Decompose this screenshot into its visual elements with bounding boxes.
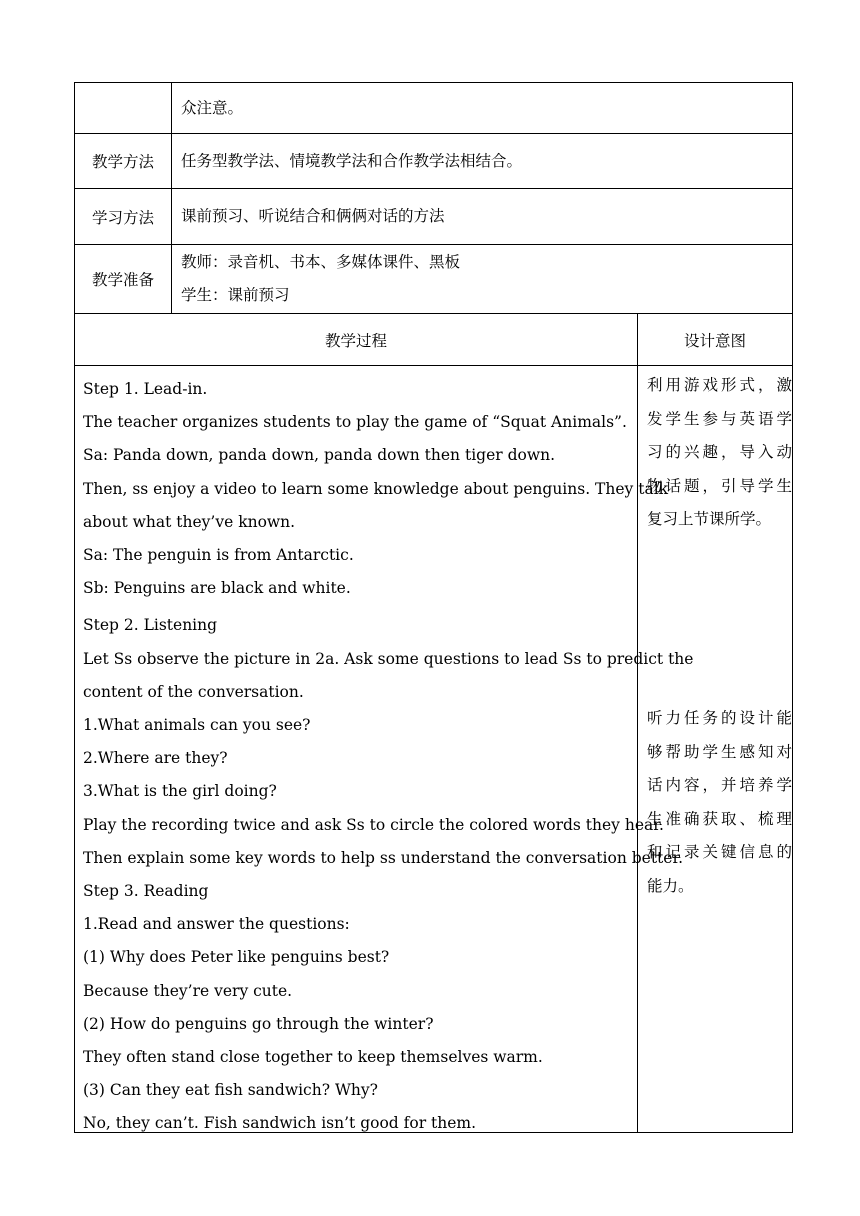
process-line: Then, ss enjoy a video to learn some knowledge about penguins. They talk xyxy=(83,479,669,498)
process-header: 教学过程 xyxy=(324,331,387,350)
process-line: Sb: Penguins are black and white. xyxy=(83,579,351,598)
process-line: (3) Can they eat fish sandwich? Why? xyxy=(83,1081,378,1100)
process-header-row xyxy=(75,314,792,366)
process-line: Step 1. Lead-in. xyxy=(83,380,208,398)
row-label: 学习方法 xyxy=(91,208,154,227)
process-line: The teacher organizes students to play the game of “Squat Animals”. xyxy=(83,413,627,432)
row-text: 教师：录音机、书本、多媒体课件、黑板 xyxy=(181,253,461,271)
process-line: Sa: Panda down, panda down, panda down then tiger down. xyxy=(83,446,556,465)
intent-line: 和记录关键信息的 xyxy=(647,843,792,861)
design-intent-2 xyxy=(647,702,792,903)
intent-line: 能力。 xyxy=(647,876,694,895)
intent-line: 发学生参与英语学 xyxy=(647,409,792,428)
intent-line: 话内容，并培养学 xyxy=(647,776,792,794)
row-value xyxy=(181,189,445,244)
process-line: Let Ss observe the picture in 2a. Ask some questions to lead Ss to predict the xyxy=(83,649,694,668)
process-line: Step 2. Listening xyxy=(83,616,218,635)
row-value xyxy=(181,134,522,188)
process-line: 1.What animals can you see? xyxy=(83,716,311,735)
table-row xyxy=(75,189,792,245)
intent-line: 听力任务的设计能 xyxy=(647,709,792,727)
intent-line: 物话题，引导学生 xyxy=(647,476,792,495)
row-label: 教学方法 xyxy=(91,153,154,171)
intent-line: 利用游戏形式，激 xyxy=(647,376,792,394)
process-line: 2.Where are they? xyxy=(83,749,228,768)
table-row xyxy=(75,134,792,189)
process-line: Then explain some key words to help ss understand the conversation better. xyxy=(83,848,684,867)
process-line: Sa: The penguin is from Antarctic. xyxy=(83,546,354,565)
process-line: content of the conversation. xyxy=(83,682,304,701)
row-label: 教学准备 xyxy=(91,271,154,289)
process-line: Because they’re very cute. xyxy=(83,981,293,1000)
process-line: Step 3. Reading xyxy=(83,882,209,901)
process-line: 1.Read and answer the questions: xyxy=(83,915,350,934)
process-line: (2) How do penguins go through the winter? xyxy=(83,1014,434,1033)
process-line: They often stand close together to keep themselves warm. xyxy=(83,1048,543,1067)
row-text: 众注意。 xyxy=(181,98,244,117)
lesson-plan-table xyxy=(74,82,793,1133)
intent-line: 复习上节课所学。 xyxy=(647,510,772,528)
row-text: 课前预习、听说结合和俩俩对话的方法 xyxy=(181,207,445,225)
intent-line: 够帮助学生感知对 xyxy=(647,742,792,761)
intent-line: 习的兴趣，导入动 xyxy=(647,443,792,461)
row-label xyxy=(75,83,171,133)
row-text: 任务型教学法、情境教学法和合作教学法相结合。 xyxy=(181,151,523,170)
row-value xyxy=(181,245,460,313)
process-line: about what they’ve known. xyxy=(83,512,296,531)
row-value xyxy=(181,83,243,133)
intent-line: 生准确获取、梳理 xyxy=(647,809,792,828)
process-line: No, they can’t. Fish sandwich isn’t good for them. xyxy=(83,1114,477,1133)
design-intent-1 xyxy=(647,369,792,537)
table-row xyxy=(75,245,792,314)
process-line: 3.What is the girl doing? xyxy=(83,782,277,801)
table-row xyxy=(75,83,792,134)
process-line: (1) Why does Peter like penguins best? xyxy=(83,948,390,967)
intent-header: 设计意图 xyxy=(683,331,746,350)
row-text: 学生：课前预习 xyxy=(181,286,290,304)
process-line: Play the recording twice and ask Ss to circle the colored words they hear. xyxy=(83,815,664,834)
